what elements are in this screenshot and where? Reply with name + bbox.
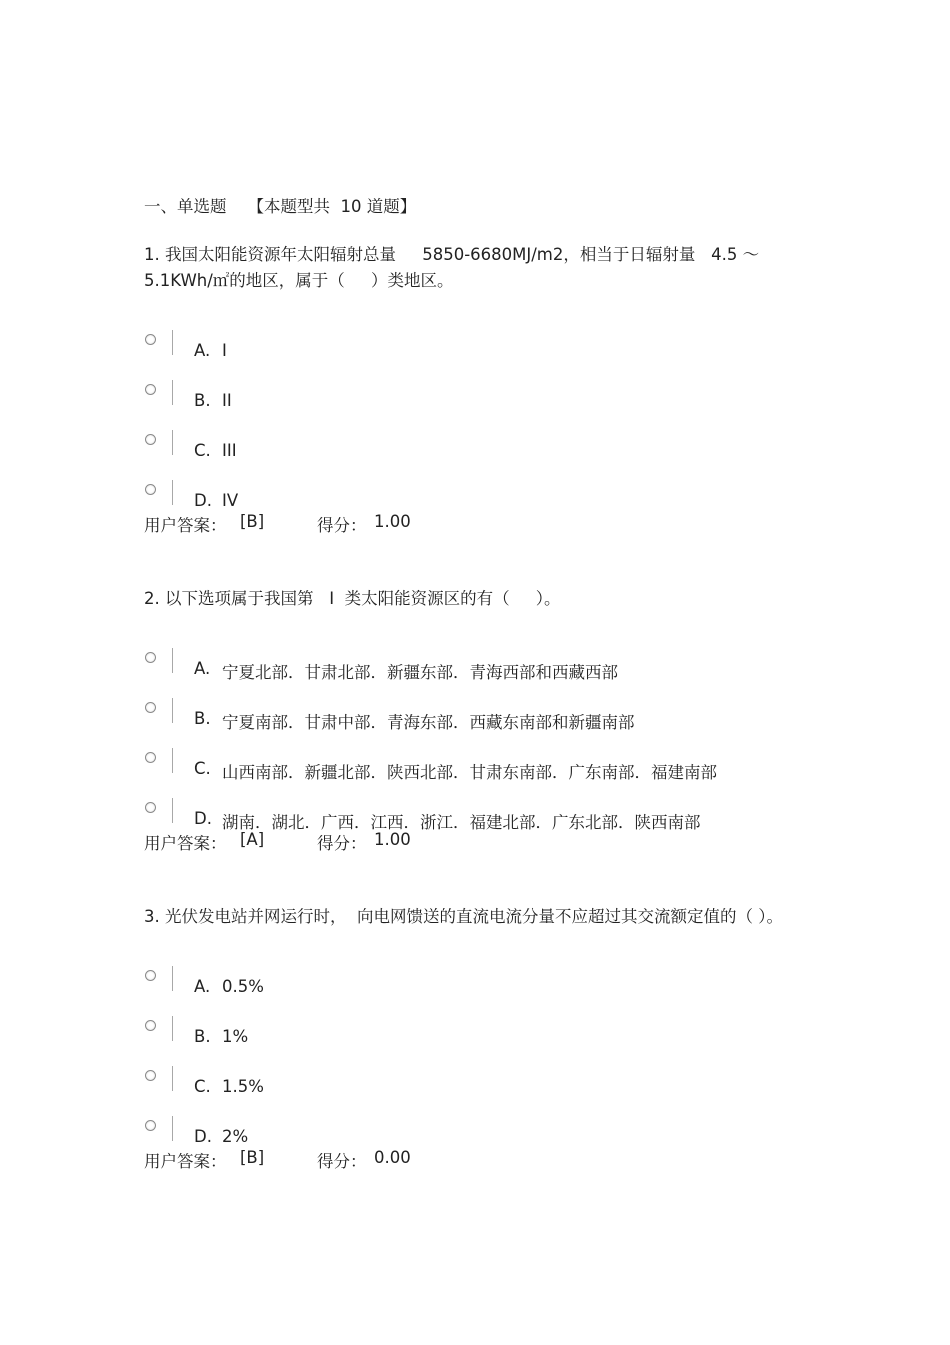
option-text: II bbox=[222, 391, 232, 410]
option-letter: D. bbox=[194, 1127, 212, 1146]
answer-row bbox=[144, 512, 794, 536]
option-text: I bbox=[222, 341, 227, 360]
answer-row bbox=[144, 1148, 794, 1172]
question-3 bbox=[144, 904, 794, 1172]
score-label: 得分： bbox=[317, 834, 367, 853]
radio-button[interactable] bbox=[145, 1120, 156, 1131]
option-a[interactable] bbox=[144, 648, 794, 698]
answer-row bbox=[144, 830, 794, 854]
option-d[interactable] bbox=[144, 480, 794, 512]
divider bbox=[172, 330, 173, 355]
option-d[interactable] bbox=[144, 798, 794, 830]
option-text: 1% bbox=[222, 1027, 249, 1046]
option-text: 宁夏南部．甘肃中部．青海东部．西藏东南部和新疆南部 bbox=[222, 713, 635, 732]
divider bbox=[172, 648, 173, 673]
radio-button[interactable] bbox=[145, 970, 156, 981]
option-text: 湖南．湖北．广西．江西．浙江．福建北部．广东北部．陕西南部 bbox=[222, 813, 701, 832]
radio-button[interactable] bbox=[145, 1020, 156, 1031]
radio-button[interactable] bbox=[145, 752, 156, 763]
option-letter: C. bbox=[194, 441, 211, 460]
question-text: 3. 光伏发电站并网运行时， 向电网馈送的直流电流分量不应超过其交流额定值的（ ）。 bbox=[144, 907, 783, 926]
option-letter: D. bbox=[194, 491, 212, 510]
divider bbox=[172, 1016, 173, 1041]
score-label: 得分： bbox=[317, 516, 367, 535]
option-c[interactable] bbox=[144, 748, 794, 798]
score-label: 得分： bbox=[317, 1152, 367, 1171]
radio-button[interactable] bbox=[145, 484, 156, 495]
divider bbox=[172, 380, 173, 405]
option-letter: A. bbox=[194, 977, 211, 996]
user-answer-label: 用户答案： bbox=[144, 516, 227, 535]
option-text: 宁夏北部．甘肃北部．新疆东部．青海西部和西藏西部 bbox=[222, 663, 618, 682]
option-text: 1.5% bbox=[222, 1077, 264, 1096]
question-1 bbox=[144, 242, 794, 536]
user-answer-label: 用户答案： bbox=[144, 834, 227, 853]
divider bbox=[172, 798, 173, 823]
radio-button[interactable] bbox=[145, 384, 156, 395]
option-c[interactable] bbox=[144, 430, 794, 480]
user-answer-value: [B] bbox=[240, 512, 265, 531]
question-text: 1. 我国太阳能资源年太阳辐射总量 5850-6680MJ/m2，相当于日辐射量 4.5 ～ 5.1KWh/㎡的地区，属于（ ）类地区。 bbox=[144, 245, 765, 290]
option-b[interactable] bbox=[144, 380, 794, 430]
divider bbox=[172, 748, 173, 773]
option-letter: C. bbox=[194, 759, 211, 778]
divider bbox=[172, 698, 173, 723]
score-value: 1.00 bbox=[374, 830, 411, 849]
score-value: 1.00 bbox=[374, 512, 411, 531]
radio-button[interactable] bbox=[145, 702, 156, 713]
divider bbox=[172, 1066, 173, 1091]
option-d[interactable] bbox=[144, 1116, 794, 1148]
option-letter: B. bbox=[194, 709, 211, 728]
radio-button[interactable] bbox=[145, 1070, 156, 1081]
radio-button[interactable] bbox=[145, 334, 156, 345]
question-2 bbox=[144, 586, 794, 854]
option-b[interactable] bbox=[144, 698, 794, 748]
divider bbox=[172, 966, 173, 991]
option-text: 山西南部．新疆北部．陕西北部．甘肃东南部．广东南部．福建南部 bbox=[222, 763, 717, 782]
option-text: 0.5% bbox=[222, 977, 264, 996]
option-letter: B. bbox=[194, 391, 211, 410]
divider bbox=[172, 480, 173, 505]
option-letter: C. bbox=[194, 1077, 211, 1096]
option-letter: D. bbox=[194, 809, 212, 828]
radio-button[interactable] bbox=[145, 434, 156, 445]
option-c[interactable] bbox=[144, 1066, 794, 1116]
divider bbox=[172, 430, 173, 455]
section-title: 一、单选题 【本题型共 10 道题】 bbox=[144, 197, 417, 216]
option-letter: B. bbox=[194, 1027, 211, 1046]
option-a[interactable] bbox=[144, 966, 794, 1016]
divider bbox=[172, 1116, 173, 1141]
option-a[interactable] bbox=[144, 330, 794, 380]
option-text: 2% bbox=[222, 1127, 249, 1146]
option-letter: A. bbox=[194, 659, 211, 678]
question-text: 2. 以下选项属于我国第 I 类太阳能资源区的有（ ）。 bbox=[144, 589, 561, 608]
option-text: III bbox=[222, 441, 237, 460]
user-answer-value: [A] bbox=[240, 830, 265, 849]
score-value: 0.00 bbox=[374, 1148, 411, 1167]
user-answer-label: 用户答案： bbox=[144, 1152, 227, 1171]
option-b[interactable] bbox=[144, 1016, 794, 1066]
option-letter: A. bbox=[194, 341, 211, 360]
radio-button[interactable] bbox=[145, 802, 156, 813]
option-text: IV bbox=[222, 491, 239, 510]
user-answer-value: [B] bbox=[240, 1148, 265, 1167]
radio-button[interactable] bbox=[145, 652, 156, 663]
